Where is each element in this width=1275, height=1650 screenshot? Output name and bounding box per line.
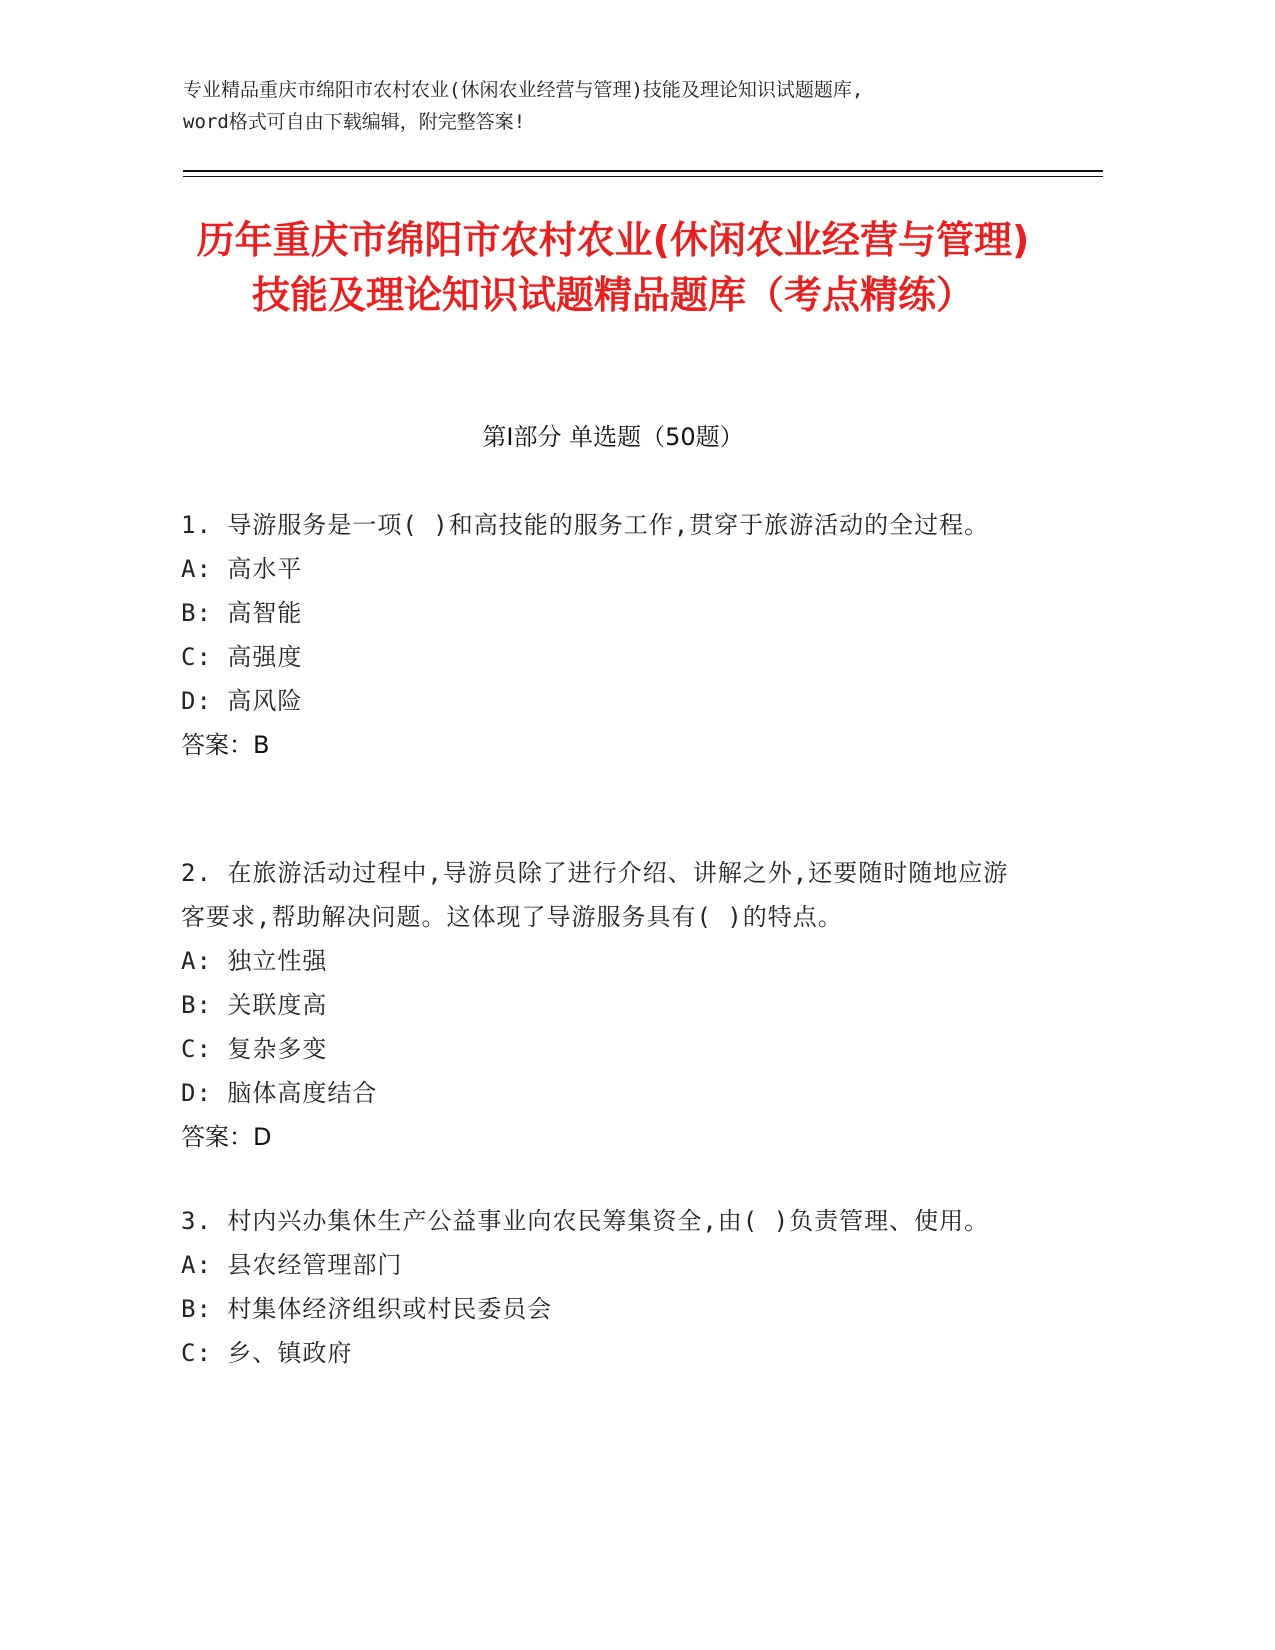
option-d: D: 高风险 (181, 687, 303, 715)
header-note-line2: word格式可自由下载编辑，附完整答案! (183, 111, 526, 133)
header-note (183, 74, 1083, 138)
question-stem: 3. 村内兴办集休生产公益事业向农民筹集资全,由( )负责管理、使用。 (181, 1207, 990, 1235)
option-a: A: 独立性强 (181, 947, 328, 975)
option-b: B: 高智能 (181, 599, 303, 627)
answer: 答案：D (181, 1123, 272, 1151)
question-3 (181, 1199, 1031, 1375)
option-b: B: 村集体经济组织或村民委员会 (181, 1295, 553, 1323)
option-b: B: 关联度高 (181, 991, 328, 1019)
option-c: C: 复杂多变 (181, 1035, 328, 1063)
header-divider-thin (183, 176, 1103, 177)
option-c: C: 乡、镇政府 (181, 1339, 353, 1367)
document-title: 历年重庆市绵阳市农村农业(休闲农业经营与管理)技能及理论知识试题精品题库（考点精练） (196, 218, 1030, 317)
section-heading: 第I部分 单选题（50题） (482, 423, 744, 451)
header-note-line1: 专业精品重庆市绵阳市农村农业(休闲农业经营与管理)技能及理论知识试题题库, (183, 79, 864, 101)
option-a: A: 县农经管理部门 (181, 1251, 403, 1279)
option-a: A: 高水平 (181, 555, 303, 583)
question-stem: 2. 在旅游活动过程中,导游员除了进行介绍、讲解之外,还要随时随地应游客要求,帮助解决问题。这体现了导游服务具有( )的特点。 (181, 859, 1009, 931)
option-c: C: 高强度 (181, 643, 303, 671)
answer: 答案：B (181, 731, 270, 759)
question-1 (181, 503, 1031, 767)
question-2 (181, 851, 1031, 1159)
question-stem: 1. 导游服务是一项( )和高技能的服务工作,贯穿于旅游活动的全过程。 (181, 511, 990, 539)
option-d: D: 脑体高度结合 (181, 1079, 378, 1107)
header-divider-thick (183, 170, 1103, 172)
